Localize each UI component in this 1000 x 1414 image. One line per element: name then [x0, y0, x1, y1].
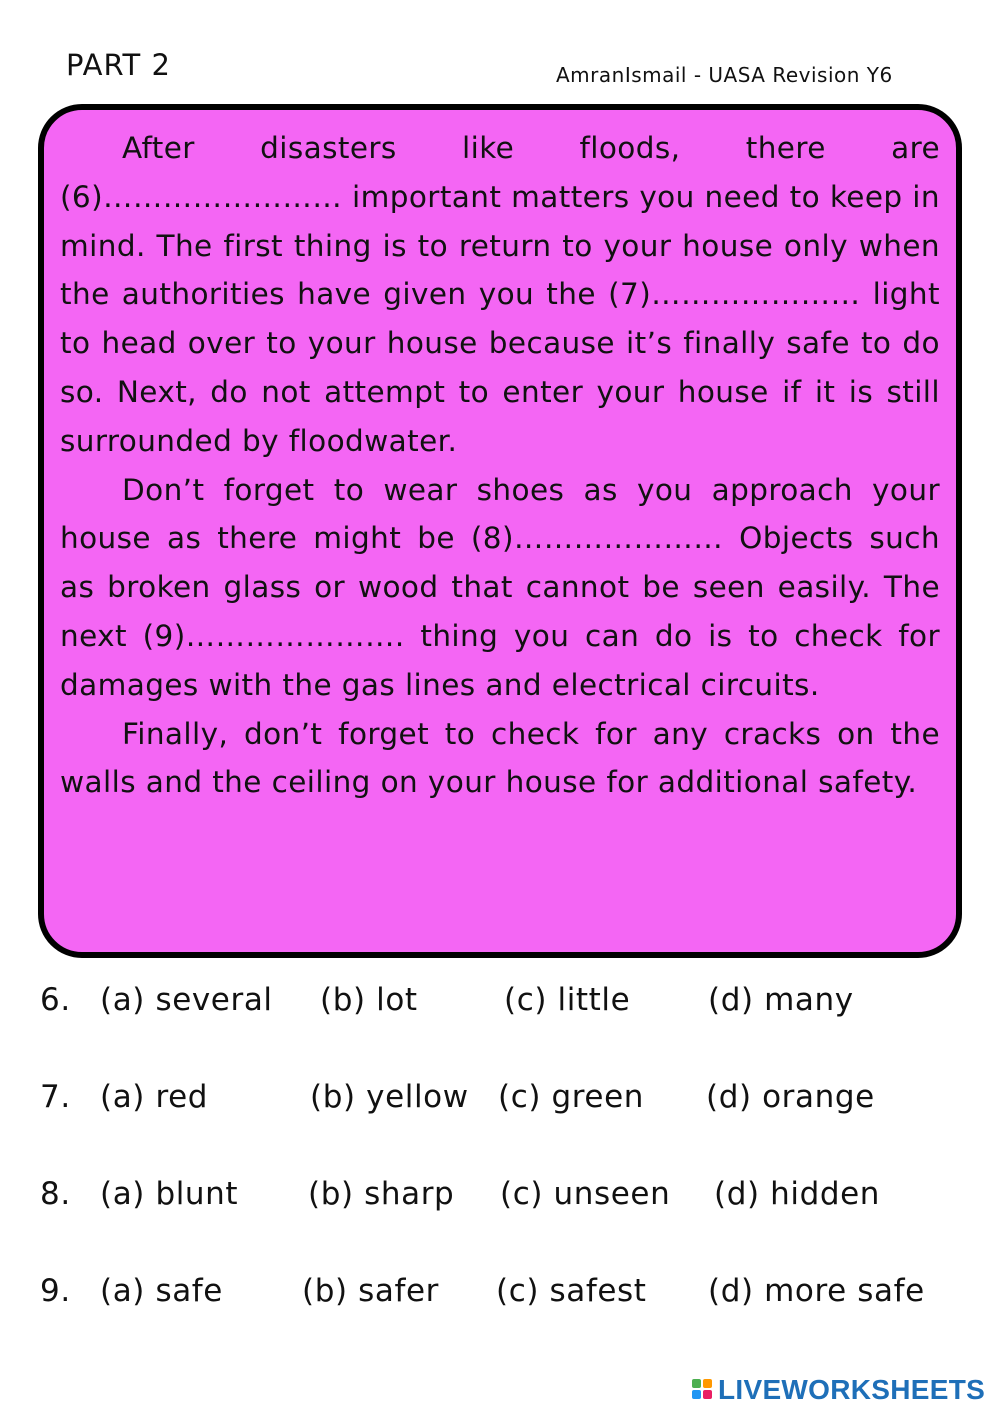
passage-paragraph-3: Finally, don’t forget to check for any cracks on the walls and the ceiling on your house for additional safety. — [60, 716, 940, 800]
option-7d[interactable]: (d) orange — [706, 1079, 875, 1115]
liveworksheets-logo[interactable] — [692, 1374, 985, 1406]
question-number: 7. — [40, 1079, 71, 1115]
question-number: 8. — [40, 1176, 71, 1212]
option-6a[interactable]: (a) several — [100, 982, 273, 1018]
passage-text — [60, 124, 940, 807]
option-7a[interactable]: (a) red — [100, 1079, 209, 1115]
passage-paragraph-1: After disasters like floods, there are (6)…………………… important matters you need to keep in mind. The first thing is to return to your house only when the authorities have given you the (7)………………… light to head over to your house because it’s finally safe to do so. Next, do not attempt to enter your house if it is still surrounded by floodwater. — [60, 131, 940, 458]
option-7b[interactable]: (b) yellow — [310, 1079, 469, 1115]
passage-box — [38, 104, 962, 958]
option-9b[interactable]: (b) safer — [302, 1273, 439, 1309]
author-credit: AmranIsmail - UASA Revision Y6 — [556, 63, 893, 87]
option-9a[interactable]: (a) safe — [100, 1273, 223, 1309]
option-8b[interactable]: (b) sharp — [308, 1176, 455, 1212]
part-label: PART 2 — [66, 48, 171, 82]
option-6d[interactable]: (d) many — [708, 982, 854, 1018]
logo-text: LIVEWORKSHEETS — [718, 1374, 986, 1405]
option-8a[interactable]: (a) blunt — [100, 1176, 239, 1212]
question-number: 6. — [40, 982, 71, 1018]
option-6c[interactable]: (c) little — [504, 982, 631, 1018]
option-8c[interactable]: (c) unseen — [500, 1176, 671, 1212]
liveworksheets-logo-icon — [692, 1379, 714, 1401]
passage-paragraph-2: Don’t forget to wear shoes as you approach your house as there might be (8)………………… Objects such as broken glass or wood that cannot be seen easily. The next (9)…………………. thing you can do is to check for damages with the gas lines and electrical circuits. — [60, 472, 940, 702]
option-7c[interactable]: (c) green — [498, 1079, 645, 1115]
question-number: 9. — [40, 1273, 71, 1309]
option-6b[interactable]: (b) lot — [320, 982, 418, 1018]
option-9d[interactable]: (d) more safe — [708, 1273, 925, 1309]
option-8d[interactable]: (d) hidden — [714, 1176, 881, 1212]
option-9c[interactable]: (c) safest — [496, 1273, 647, 1309]
